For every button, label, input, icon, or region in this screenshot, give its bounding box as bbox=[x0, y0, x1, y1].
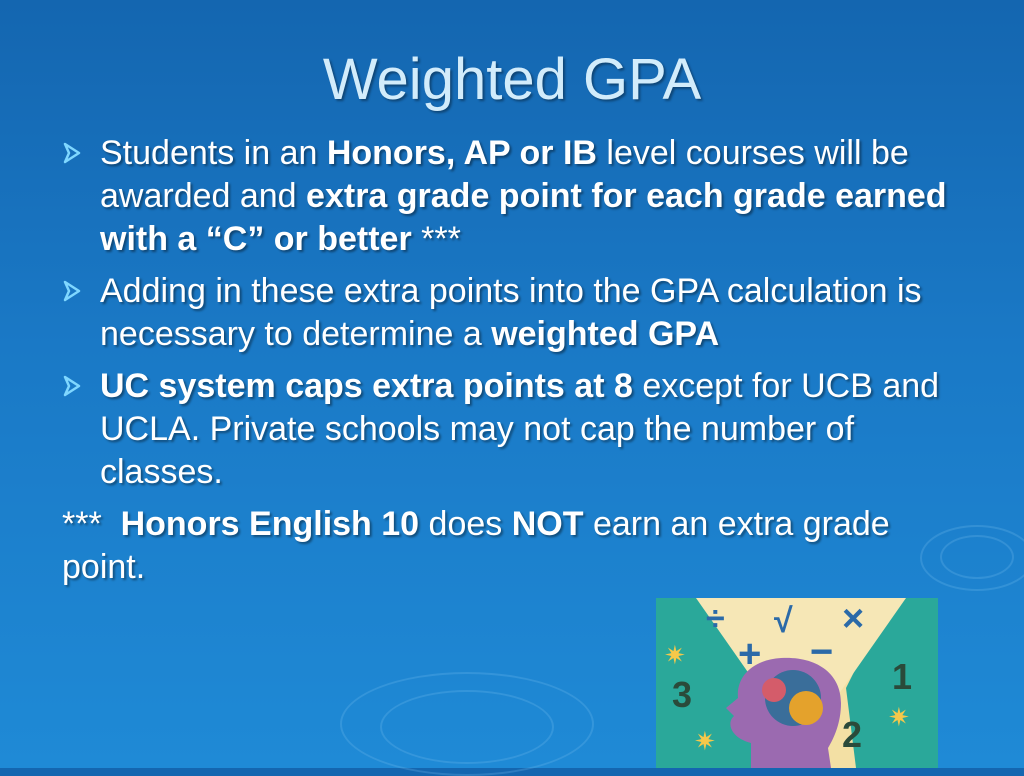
arrow-bullet-icon bbox=[62, 276, 84, 306]
footnote-bold-text: Honors English 10 bbox=[120, 505, 420, 543]
footnote-prefix: *** bbox=[62, 505, 121, 543]
slide-body bbox=[62, 132, 962, 589]
bullet-text: Adding in these extra points into the GPA calculation is necessary to determine a bbox=[100, 272, 922, 353]
footnote-text: does bbox=[419, 505, 512, 543]
bullet-bold-text: Honors, AP or IB bbox=[326, 134, 597, 172]
math-head-clipart bbox=[656, 598, 938, 768]
footnote-text: earn an extra grade point. bbox=[62, 505, 890, 586]
bullet-text: Students in an bbox=[100, 134, 327, 172]
bullet-bold-text: UC system caps extra points at 8 bbox=[100, 367, 633, 405]
bullet-item bbox=[62, 365, 962, 494]
bullet-item bbox=[62, 270, 962, 356]
footnote bbox=[62, 503, 962, 589]
ripple-decoration bbox=[340, 672, 594, 776]
sun-star-icon: ✷ bbox=[694, 726, 716, 756]
arrow-bullet-icon bbox=[62, 138, 84, 168]
arrow-bullet-icon bbox=[62, 371, 84, 401]
minus-symbol: − bbox=[810, 630, 834, 674]
plus-symbol: + bbox=[738, 632, 762, 676]
bullet-text: *** bbox=[411, 220, 461, 258]
divide-symbol: ÷ bbox=[706, 600, 725, 638]
sun-star-icon: ✷ bbox=[888, 702, 910, 732]
bullet-bold-text: extra grade point for each grade earned with a “C” or better bbox=[100, 177, 947, 258]
times-symbol: × bbox=[842, 598, 865, 640]
sun-star-icon: ✷ bbox=[664, 640, 686, 670]
sqrt-symbol: √ bbox=[774, 602, 793, 640]
bullet-text: except for UCB and UCLA. Private schools may not cap the number of classes. bbox=[100, 367, 940, 491]
bullet-bold-text: weighted GPA bbox=[491, 315, 720, 353]
number-one: 1 bbox=[892, 656, 913, 697]
footnote-bold-text: NOT bbox=[511, 505, 584, 543]
bullet-text: level courses will be awarded and bbox=[100, 134, 909, 215]
number-three: 3 bbox=[672, 674, 693, 715]
bullet-item bbox=[62, 132, 962, 261]
number-two: 2 bbox=[842, 714, 863, 755]
slide-title: Weighted GPA bbox=[322, 47, 702, 112]
